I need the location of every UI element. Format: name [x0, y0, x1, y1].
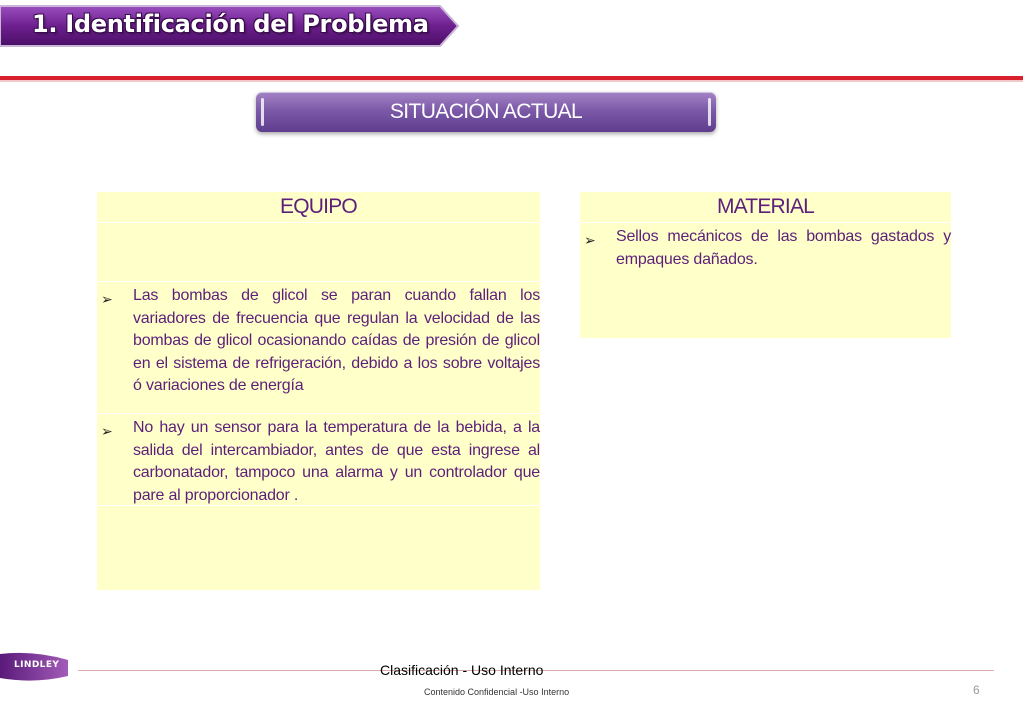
- equipo-bullet-1-text: Las bombas de glicol se paran cuando fallan los variadores de frecuencia que regulan la velocidad de las bombas de glicol ocasionando caídas de presión de glicol en el sistema de refrigeración, debido a los sobre voltajes ó variaciones de energía: [133, 287, 540, 394]
- equipo-bullet-2-text: No hay un sensor para la temperatura de la bebida, a la salida del intercambiador, antes de que esta ingrese al carbonatador, tampoco una alarma y un controlador que pare al proporcionador .: [133, 419, 540, 504]
- material-heading: MATERIAL: [580, 192, 951, 223]
- classification-label: Clasificación - Uso Interno: [380, 662, 544, 678]
- header-divider-shadow: [0, 80, 1023, 82]
- material-bullet-1: [580, 223, 951, 271]
- page-title: 1. Identificación del Problema: [32, 10, 429, 38]
- equipo-spacer: [97, 223, 540, 282]
- material-bullet-1-text: Sellos mecánicos de las bombas gastados y empaques dañados.: [616, 228, 951, 268]
- section-banner: SITUACIÓN ACTUAL: [256, 92, 716, 132]
- arrow-bullet-icon: ➢: [584, 232, 596, 248]
- page-number: 6: [973, 683, 980, 697]
- arrow-bullet-icon: ➢: [101, 291, 113, 307]
- material-box: [580, 192, 951, 338]
- equipo-heading: EQUIPO: [97, 192, 540, 223]
- equipo-bullet-2: [97, 414, 540, 506]
- confidential-label: Contenido Confidencial -Uso Interno: [424, 687, 570, 697]
- title-banner: [0, 4, 460, 46]
- logo-text: LINDLEY: [14, 660, 60, 670]
- equipo-box: [97, 192, 540, 590]
- equipo-bullet-1: [97, 282, 540, 414]
- arrow-bullet-icon: ➢: [101, 423, 113, 439]
